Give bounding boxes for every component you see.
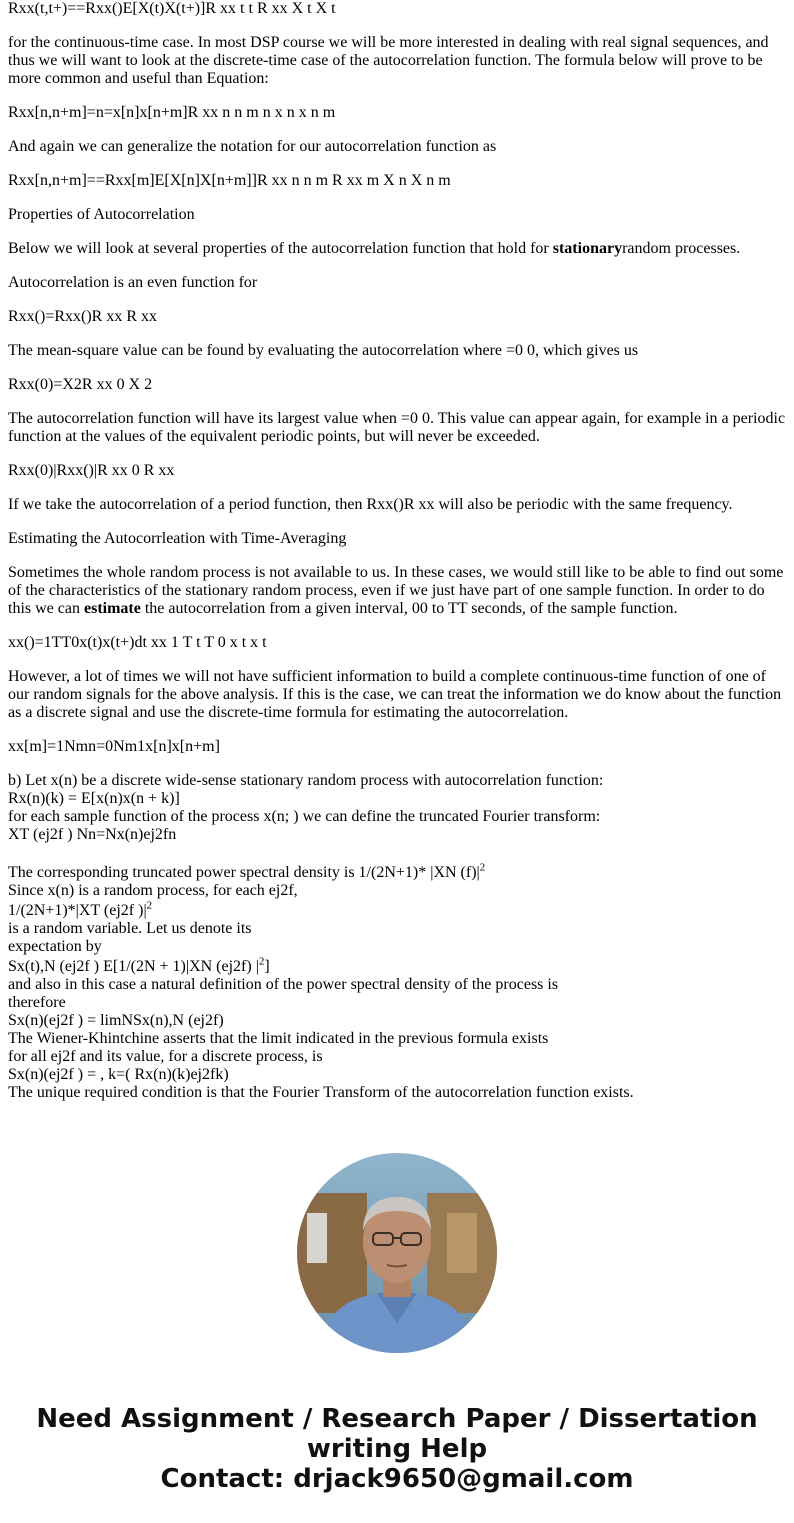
equation-largest: Rxx(0)|Rxx()|R xx 0 R xx: [8, 462, 175, 479]
psd-line: [8, 861, 788, 882]
paragraph-continuous: for the continuous-time case. In most DSP course we will be more interested in dealing with real signal sequences, and thus we will want to look at the discrete-time case of the autocorrelation function. The formula below will prove to be more common and useful than Equation:: [8, 34, 769, 87]
estimate-text-pre: Sometimes the whole random process is not available to us. In these cases, we would still like to be able to find out some of the characteristics of the stationary random process, even if we just have part of one sample function. In order to do this we can: [8, 564, 784, 617]
footer-line-2: writing Help: [306, 1434, 488, 1464]
part-b-line: and also in this case a natural definition of the power spectral density of the process is: [8, 976, 559, 993]
part-b-line: therefore: [8, 994, 66, 1011]
equation-meansquare: Rxx(0)=X2R xx 0 X 2: [8, 376, 153, 393]
sx-line: [8, 955, 788, 976]
equation-discrete-estimate: xx[m]=1Nmn=0Nm1x[n]x[n+m]: [8, 738, 220, 755]
part-b-line: b) Let x(n) be a discrete wide-sense stationary random process with autocorrelation function:: [8, 772, 604, 789]
properties-text-post: random processes.: [622, 240, 741, 257]
sx-exponent: 2: [258, 955, 265, 968]
part-b-line: Sx(n)(ej2f ) = limNSx(n),N (ej2f): [8, 1012, 224, 1029]
part-b-line: is a random variable. Let us denote its: [8, 920, 252, 937]
properties-text-pre: Below we will look at several properties of the autocorrelation function that hold for: [8, 240, 553, 257]
properties-text-bold: stationary: [552, 240, 623, 257]
part-b-line: expectation by: [8, 938, 102, 955]
part-b-block: [8, 772, 788, 1102]
paragraph-meansquare: The mean-square value can be found by evaluating the autocorrelation where =0 0, which gives us: [8, 342, 639, 359]
paragraph-largest: The autocorrelation function will have its largest value when =0 0. This value can appear again, for example in a periodic function at the values of the equivalent periodic points, but will never be exceeded.: [8, 410, 786, 445]
footer-contact-banner: [0, 1404, 794, 1494]
xt-line: [8, 899, 788, 920]
footer-line-1: Need Assignment / Research Paper / Dissertation: [36, 1404, 758, 1434]
document-body: [8, 0, 788, 1102]
psd-text: The corresponding truncated power spectral density is 1/(2N+1)* |XN (f)|: [8, 864, 480, 881]
part-b-line: The Wiener-Khintchine asserts that the limit indicated in the previous formula exists: [8, 1030, 549, 1047]
estimate-text-post: the autocorrelation from a given interval, 00 to TT seconds, of the sample function.: [140, 600, 678, 617]
paragraph-discrete-estimate: However, a lot of times we will not have sufficient information to build a complete continuous-time function of one of our random signals for the above analysis. If this is the case, we can treat the information we do know about the function as a discrete signal and use the discrete-time formula for estimating the autocorrelation.: [8, 668, 782, 721]
equation-timeavg: xx()=1TT0x(t)x(t+)dt xx 1 T t T 0 x t x t: [8, 634, 267, 651]
part-b-line: Sx(n)(ej2f ) = , k=( Rx(n)(k)ej2fk): [8, 1066, 229, 1083]
xt-exponent: 2: [146, 899, 153, 912]
author-photo-illustration: [297, 1153, 497, 1353]
footer-line-3: Contact: drjack9650@gmail.com: [160, 1464, 634, 1494]
since-line: Since x(n) is a random process, for each ej2f,: [8, 882, 298, 899]
paragraph-estimate: [8, 564, 788, 618]
heading-properties: Properties of Autocorrelation: [8, 206, 195, 223]
paragraph-even: Autocorrelation is an even function for: [8, 274, 258, 291]
paragraph-generalize: And again we can generalize the notation for our autocorrelation function as: [8, 138, 497, 155]
author-avatar: [297, 1153, 497, 1353]
part-b-line: XT (ej2f ) Nn=Nx(n)ej2fn: [8, 826, 177, 843]
estimate-text-bold: estimate: [83, 600, 141, 617]
equation-continuous: Rxx(t,t+)==Rxx()E[X(t)X(t+)]R xx t t R xx X t X t: [8, 0, 336, 17]
paragraph-periodic: If we take the autocorrelation of a period function, then Rxx()R xx will also be periodic with the same frequency.: [8, 496, 733, 513]
heading-estimating: Estimating the Autocorrleation with Time-Averaging: [8, 530, 347, 547]
paragraph-properties: [8, 240, 788, 258]
xt-text: 1/(2N+1)*|XT (ej2f )|: [8, 902, 147, 919]
equation-even: Rxx()=Rxx()R xx R xx: [8, 308, 158, 325]
equation-discrete: Rxx[n,n+m]=n=x[n]x[n+m]R xx n n m n x n x n m: [8, 104, 336, 121]
equation-general: Rxx[n,n+m]==Rxx[m]E[X[n]X[n+m]]R xx n n m R xx m X n X n m: [8, 172, 451, 189]
blank-line: [8, 844, 788, 862]
part-b-line: The unique required condition is that the Fourier Transform of the autocorrelation function exists.: [8, 1084, 634, 1101]
psd-exponent: 2: [479, 861, 486, 874]
part-b-line: for all ej2f and its value, for a discrete process, is: [8, 1048, 323, 1065]
part-b-line: Rx(n)(k) = E[x(n)x(n + k)]: [8, 790, 180, 807]
sx-text: Sx(t),N (ej2f ) E[1/(2N + 1)|XN (ej2f) |: [8, 958, 259, 975]
part-b-line: for each sample function of the process x(n; ) we can define the truncated Fourier transform:: [8, 808, 601, 825]
sx-text-end: ]: [264, 958, 270, 975]
